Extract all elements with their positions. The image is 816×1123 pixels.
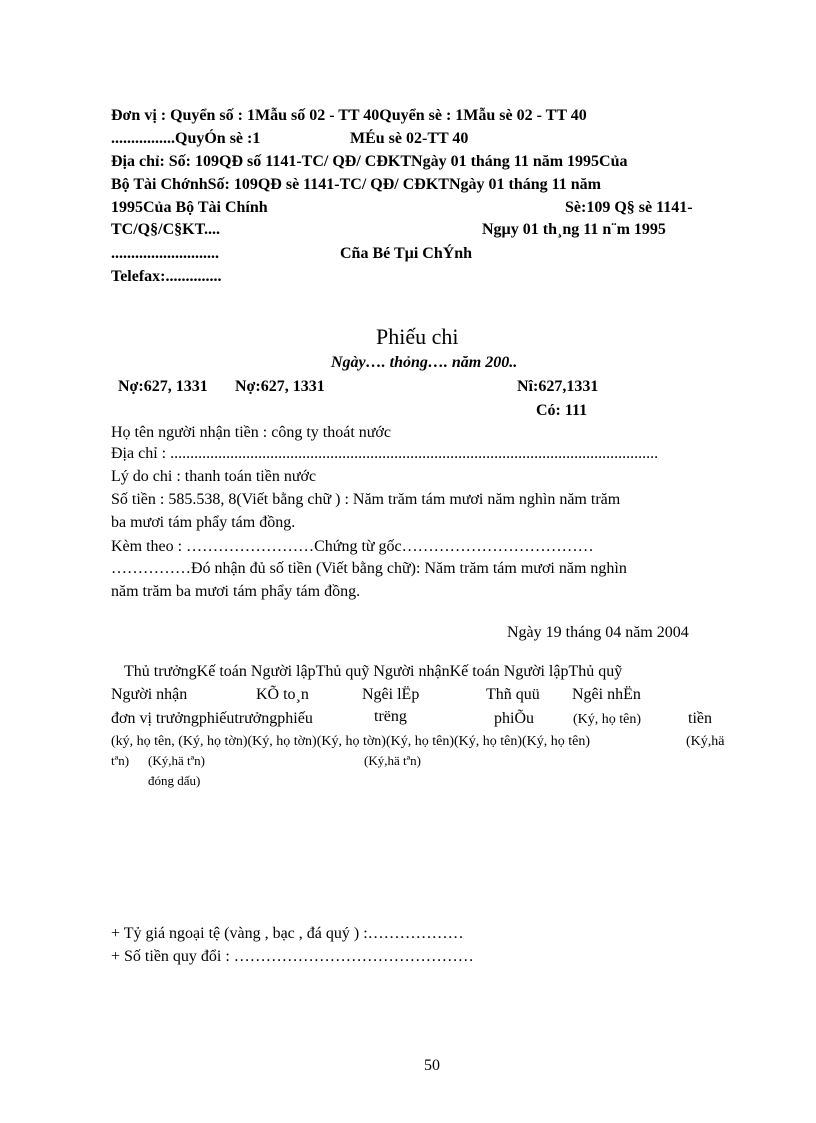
signature-row-3e: tiền <box>688 710 712 727</box>
issue-date: Ngày 19 tháng 04 năm 2004 <box>507 624 689 641</box>
header-line-7a: ........................... <box>111 245 219 262</box>
header-line-7b: Cña Bé Tµi ChÝnh <box>340 245 473 262</box>
exchange-rate-line: + Tỷ giá ngoại tệ (vàng , bạc , đá quý ) :……………… <box>111 925 464 942</box>
debit-account-3: Nî:627,1331 <box>517 378 599 395</box>
signature-row-5b: (Ký,hä tªn) <box>148 753 206 768</box>
voucher-date-line: Ngày…. thỏng…. năm 200.. <box>331 354 518 371</box>
header-line-6a: TC/Q§/C§KT.... <box>111 221 221 238</box>
header-line-5a: 1995Của Bộ Tài Chính <box>111 199 268 216</box>
signature-row-3c: phiÕu <box>494 710 534 727</box>
signature-row-5c: (Ký,hä tªn) <box>364 753 422 768</box>
reason-line: Lý do chi : thanh toán tiền nước <box>111 468 317 485</box>
address-line: Địa chỉ : .......................................................................................................................... <box>111 445 659 462</box>
header-line-4: Bộ Tài ChớnhSố: 109QĐ sè 1141-TC/ QĐ/ CĐKTNgày 01 tháng 11 năm <box>111 176 601 193</box>
amount-line-1: Số tiền : 585.538, 8(Viết bằng chữ ) : Năm trăm tám mươi năm nghìn năm trăm <box>111 491 621 508</box>
header-line-2b: MÉu sè 02-TT 40 <box>350 130 469 147</box>
credit-account: Có: 111 <box>536 402 588 419</box>
signature-row-2b: KÕ to¸n <box>256 686 309 703</box>
header-line-6b: Ngµy 01 th¸ng 11 n¨m 1995 <box>482 221 666 238</box>
signature-row-2c: Ngêi lËp <box>362 686 420 703</box>
header-line-2: ................QuyÓn sè :1 <box>111 130 261 147</box>
header-line-1: Đơn vị : Quyển số : 1Mẫu số 02 - TT 40Quyển sè : 1Mẫu sè 02 - TT 40 <box>111 107 587 124</box>
signature-row-2e: Ngêi nhËn <box>572 686 641 703</box>
amount-line-2: ba mươi tám phẩy tám đồng. <box>111 514 296 531</box>
signature-row-3b: trëng <box>374 708 407 725</box>
signature-row-4a: (ký, họ tên, (Ký, họ tờn)(Ký, họ tờn)(Ký, họ tờn)(Ký, họ tên)(Ký, họ tên)(Ký, họ tên) <box>111 734 591 749</box>
signature-row-5a: tªn) <box>111 753 130 768</box>
signature-row-2a: Người nhận <box>111 686 188 703</box>
signature-row-2d: Thñ quü <box>486 686 540 703</box>
received-line-1: ……………Đó nhận đủ số tiền (Viết bằng chữ): Năm trăm tám mươi năm nghìn <box>111 560 627 577</box>
converted-amount-line: + Số tiền quy đổi : ……………………………………… <box>111 948 474 965</box>
voucher-title: Phiếu chi <box>376 324 459 349</box>
signature-row-4b: (Ký,hä <box>686 734 725 749</box>
received-line-2: năm trăm ba mươi tám phẩy tám đồng. <box>111 583 361 600</box>
header-line-3: Địa chỉ: Số: 109QĐ số 1141-TC/ QĐ/ CĐKTNgày 01 tháng 11 năm 1995Của <box>111 153 628 170</box>
attachment-line: Kèm theo : ……………………Chứng từ gốc……………………………… <box>111 538 594 555</box>
debit-account-1: Nợ:627, 1331 <box>118 378 208 395</box>
signature-row-3d: (Ký, họ tên) <box>573 712 642 727</box>
receiver-line: Họ tên người nhận tiền : công ty thoát nước <box>111 424 391 441</box>
debit-account-2: Nợ:627, 1331 <box>235 378 325 395</box>
page-number: 50 <box>424 1057 440 1074</box>
header-line-5b: Sè:109 Q§ sè 1141- <box>565 199 693 216</box>
telefax-line: Telefax:.............. <box>111 268 222 285</box>
signature-row-6: đóng dấu) <box>148 773 201 788</box>
signature-row-1: Thủ trưởngKế toán Người lậpThủ quỹ Người nhậnKế toán Người lậpThủ quỹ <box>124 663 623 680</box>
signature-row-3a: đơn vị trưởngphiếutrưởngphiếu <box>111 710 313 727</box>
